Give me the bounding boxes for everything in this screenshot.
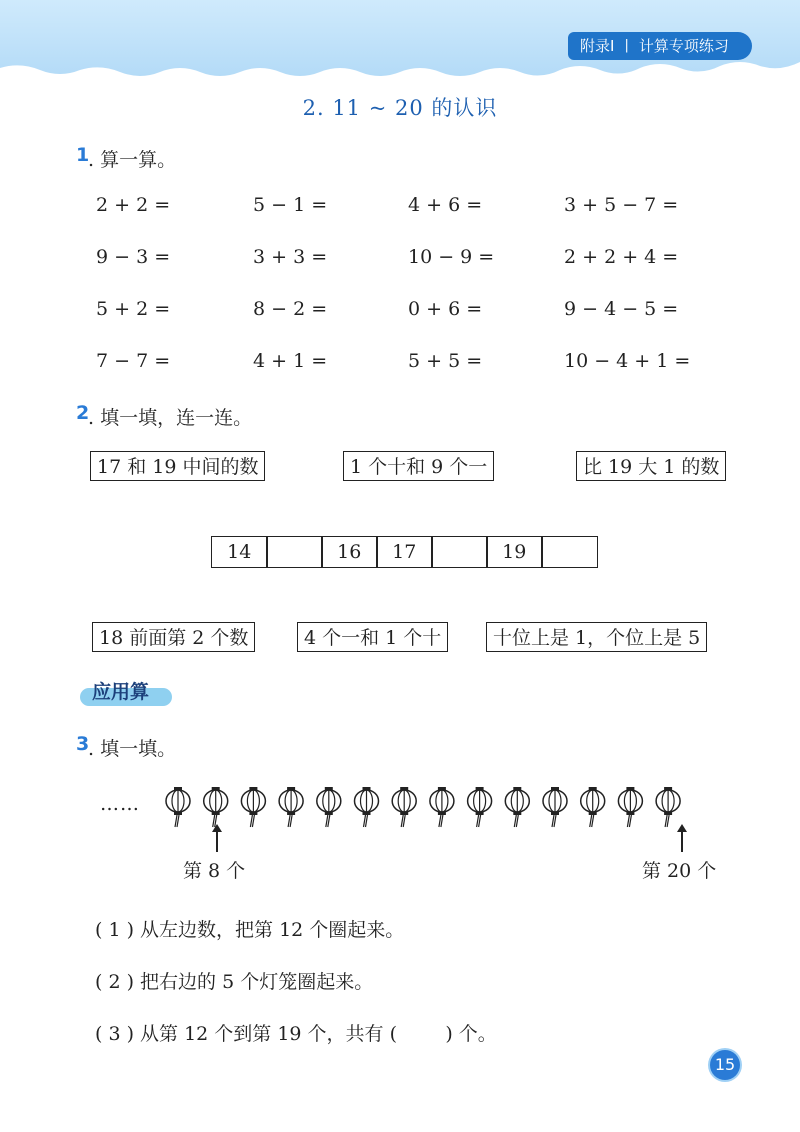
match-box-top[interactable]: 17 和 19 中间的数	[90, 451, 265, 481]
number-cell[interactable]: 16	[321, 536, 378, 568]
match-box-top[interactable]: 1 个十和 9 个一	[343, 451, 494, 481]
q3-item-1: ( 1 ) 从左边数，把第 12 个圈起来。	[95, 919, 405, 941]
expression: 10 − 9 =	[408, 246, 495, 268]
lantern-icon[interactable]	[656, 787, 680, 827]
application-label-text: 应用算	[92, 681, 150, 703]
number-cell-blank[interactable]	[541, 536, 598, 568]
lantern-icon[interactable]	[468, 787, 492, 827]
lantern-icon[interactable]	[279, 787, 303, 827]
label-20th: 第 20 个	[642, 860, 717, 882]
q3-item-2: ( 2 ) 把右边的 5 个灯笼圈起来。	[95, 971, 374, 993]
lantern-icon[interactable]	[392, 787, 416, 827]
appendix-tag-separator: |	[624, 38, 629, 53]
expression: 3 + 3 =	[253, 246, 328, 268]
application-section-label	[80, 678, 172, 706]
lantern-icon[interactable]	[204, 787, 228, 827]
q1-number: 1	[76, 144, 90, 166]
lantern-icon[interactable]	[166, 787, 190, 827]
arrow-up-icon	[212, 824, 222, 832]
q2-number: 2	[76, 402, 90, 424]
expression: 7 − 7 =	[96, 350, 171, 372]
match-box-top[interactable]: 比 19 大 1 的数	[576, 451, 726, 481]
expression: 4 + 6 =	[408, 194, 483, 216]
expression: 9 − 3 =	[96, 246, 171, 268]
appendix-tag-left: 附录Ⅰ	[580, 37, 615, 55]
label-8th: 第 8 个	[183, 860, 246, 882]
arrow-up-icon	[677, 824, 687, 832]
number-cell[interactable]: 17	[376, 536, 433, 568]
lantern-icon[interactable]	[241, 787, 265, 827]
expression: 3 + 5 − 7 =	[564, 194, 679, 216]
appendix-tag-right: 计算专项练习	[638, 37, 729, 55]
lantern-icon[interactable]	[543, 787, 567, 827]
expression: 5 + 5 =	[408, 350, 483, 372]
expression: 0 + 6 =	[408, 298, 483, 320]
lantern-icon[interactable]	[618, 787, 642, 827]
lantern-icon[interactable]	[505, 787, 529, 827]
lantern-icon[interactable]	[430, 787, 454, 827]
q2-title: . 填一填，连一连。	[88, 407, 253, 429]
expression: 5 + 2 =	[96, 298, 171, 320]
number-cell[interactable]: 19	[486, 536, 543, 568]
expression: 4 + 1 =	[253, 350, 328, 372]
expression: 9 − 4 − 5 =	[564, 298, 679, 320]
section-title: 2. 11 ~ 20 的认识	[302, 96, 498, 120]
match-box-bottom[interactable]: 十位上是 1，个位上是 5	[486, 622, 707, 652]
q3-number: 3	[76, 733, 90, 755]
match-box-bottom[interactable]: 4 个一和 1 个十	[297, 622, 448, 652]
number-cell-blank[interactable]	[266, 536, 323, 568]
ellipsis-dots: ……	[100, 793, 140, 815]
appendix-tag	[568, 32, 752, 60]
number-line-cells	[211, 536, 598, 568]
expression: 8 − 2 =	[253, 298, 328, 320]
expression: 2 + 2 =	[96, 194, 171, 216]
arrow-shaft-right	[681, 830, 683, 852]
lantern-icon[interactable]	[581, 787, 605, 827]
q3-item-3[interactable]: ( 3 ) 从第 12 个到第 19 个，共有 ( ) 个。	[95, 1023, 497, 1045]
expression: 10 − 4 + 1 =	[564, 350, 691, 372]
number-cell-blank[interactable]	[431, 536, 488, 568]
lantern-row	[160, 785, 700, 833]
page-number: 15	[710, 1050, 740, 1080]
q1-title: . 算一算。	[88, 149, 177, 171]
number-cell[interactable]: 14	[211, 536, 268, 568]
lantern-icon[interactable]	[355, 787, 379, 827]
match-box-bottom[interactable]: 18 前面第 2 个数	[92, 622, 255, 652]
q3-title: . 填一填。	[88, 738, 177, 760]
lantern-icon[interactable]	[317, 787, 341, 827]
expression: 2 + 2 + 4 =	[564, 246, 679, 268]
arrow-shaft-left	[216, 830, 218, 852]
expression: 5 − 1 =	[253, 194, 328, 216]
